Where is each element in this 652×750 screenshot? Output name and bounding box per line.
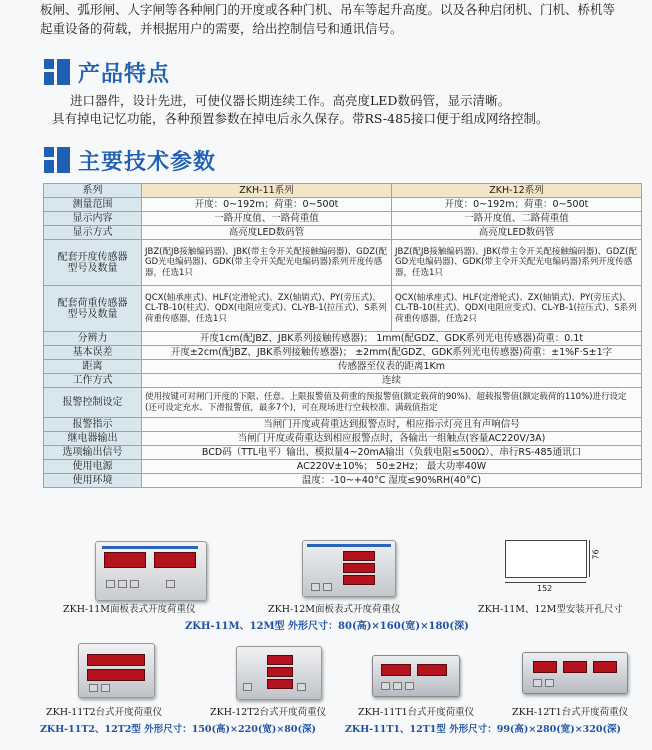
content-key: 显示内容 <box>44 212 142 226</box>
table-row <box>44 446 642 460</box>
mode-zkh11: 高亮度LED数码管 <box>142 226 392 240</box>
error-value: 开度±2cm(配JBZ、JBK系列接触传感器)； ±2mm(配GDZ、GDK系列光电传感器)荷重：±1%F·S±1字 <box>142 346 642 360</box>
resolution-value: 开度1cm(配JBZ、JBK系列接触传感器)； 1mm(配GDZ、GDK系列光电传感器)荷重：0.1t <box>142 332 642 346</box>
work-key: 工作方式 <box>44 374 142 388</box>
error-key: 基本误差 <box>44 346 142 360</box>
dim-t1-series: ZKH-11T1、12T1型 外形尺寸：99(高)×280(宽)×320(深) <box>345 724 621 735</box>
hole-height-label: 76 <box>591 549 601 560</box>
work-value: 连续 <box>142 374 642 388</box>
zkh-12t1-device-image <box>522 652 628 694</box>
caption-zkh-11t1: ZKH-11T1台式开度荷重仪 <box>358 707 475 718</box>
alarm-ctrl-key: 报警控制设定 <box>44 388 142 418</box>
zkh-11m-device-image <box>95 541 207 601</box>
table-row <box>44 460 642 474</box>
spec-table <box>43 183 642 488</box>
section-logo-icon <box>44 147 70 173</box>
dim-m-series: ZKH-11M、12M型 外形尺寸：80(高)×160(宽)×180(深) <box>185 621 469 632</box>
features-line-2: 具有掉电记忆功能，各种预置参数在掉电后永久保存。带RS-485接口便于组成网络控制。 <box>52 111 549 126</box>
table-row <box>44 388 642 418</box>
caption-hole: ZKH-11M、12M型安装开孔尺寸 <box>478 604 623 615</box>
alarm-ind-key: 报警指示 <box>44 418 142 432</box>
content-zkh12: 一路开度值、二路荷重值 <box>392 212 642 226</box>
load-sensor-key-2: 型号及数量 <box>67 308 118 320</box>
range-key: 测量范围 <box>44 198 142 212</box>
features-title: 产品特点 <box>78 61 171 87</box>
table-row <box>44 360 642 374</box>
params-heading <box>44 146 216 174</box>
open-sensor-zkh11: JBZ(配JB接触编码器)、JBK(带主令开关配接触编码器)、GDZ(配GD光电编码器)、GDK(带主令开关配光电编码器)系列开度传感器，任选1只 <box>142 240 392 286</box>
distance-key: 距离 <box>44 360 142 374</box>
table-row <box>44 198 642 212</box>
caption-zkh-12t1: ZKH-12T1台式开度荷重仪 <box>512 707 629 718</box>
range-zkh12: 开度：0~192m；荷重：0~500t <box>392 198 642 212</box>
table-row <box>44 332 642 346</box>
relay-key: 继电器输出 <box>44 432 142 446</box>
table-row <box>44 474 642 488</box>
intro-text <box>40 0 645 38</box>
alarm-ind-value: 当闸门开度或荷重达到报警点时，相应指示灯亮且有声响信号 <box>142 418 642 432</box>
hole-width-label: 152 <box>537 584 553 593</box>
caption-zkh-12t2: ZKH-12T2台式开度荷重仪 <box>210 707 327 718</box>
features-text <box>52 92 630 128</box>
intro-line-2: 起重设备的荷载，并根据用户的需要，给出控制信号和通讯信号。 <box>40 21 403 36</box>
table-row <box>44 240 642 286</box>
header-zkh12: ZKH-12系列 <box>392 184 642 198</box>
open-sensor-key-2: 型号及数量 <box>67 262 118 274</box>
zkh-12t2-device-image <box>236 646 322 700</box>
zkh-12m-device-image <box>302 540 396 597</box>
load-sensor-zkh11: QCX(轴承座式)、HLF(定滑轮式)、ZX(轴销式)、PY(旁压式)、CL-TB-10(柱式)、QDX(电阻应变式)、CL-YB-1(拉压式)、S系列荷重传感器，任选1只 <box>142 286 392 332</box>
power-value: AC220V±10%； 50±2Hz； 最大功率40W <box>142 460 642 474</box>
table-row <box>44 286 642 332</box>
open-sensor-key-1: 配套开度传感器 <box>57 251 128 263</box>
env-value: 温度：-10~+40°C 湿度≤90%RH(40°C) <box>142 474 642 488</box>
power-key: 使用电源 <box>44 460 142 474</box>
distance-value: 传感器至仪表的距离1Km <box>142 360 642 374</box>
features-line-1: 进口器件，设计先进，可使仪器长期连续工作。高亮度LED数码管，显示清晰。 <box>70 93 510 108</box>
caption-zkh-12m: ZKH-12M面板表式开度荷重仪 <box>268 604 401 615</box>
table-row <box>44 374 642 388</box>
dim-t2-series: ZKH-11T2、12T2型 外形尺寸：150(高)×220(宽)×80(深) <box>40 724 316 735</box>
table-row <box>44 418 642 432</box>
option-value: BCD码（TTL电平）输出、模拟量4~20mA输出（负载电阻≤500Ω）、串行RS-485通讯口 <box>142 446 642 460</box>
table-row <box>44 346 642 360</box>
mounting-hole-diagram <box>493 538 603 598</box>
content-zkh11: 一路开度值、一路荷重值 <box>142 212 392 226</box>
load-sensor-key <box>44 286 142 332</box>
load-sensor-zkh12: QCX(轴承座式)、HLF(定滑轮式)、ZX(轴销式)、PY(旁压式)、CL-TB-10(柱式)、QDX(电阻应变式)、CL-YB-1(拉压式)、S系列荷重传感器，任选2只 <box>392 286 642 332</box>
features-heading <box>44 58 170 86</box>
table-row <box>44 226 642 240</box>
table-row <box>44 212 642 226</box>
header-key: 系列 <box>44 184 142 198</box>
caption-zkh-11m: ZKH-11M面板表式开度荷重仪 <box>63 604 196 615</box>
params-title: 主要技术参数 <box>78 149 217 175</box>
load-sensor-key-1: 配套荷重传感器 <box>57 297 128 309</box>
caption-zkh-11t2: ZKH-11T2台式开度荷重仪 <box>46 707 163 718</box>
open-sensor-zkh12: JBZ(配JB接触编码器)、JBK(带主令开关配接触编码器)、GDZ(配GD光电编码器)、GDK(带主令开关配光电编码器)系列开度传感器，任选1只 <box>392 240 642 286</box>
alarm-ctrl-value: 使用按键可对闸门开度的下限、任意、上限报警值及荷重的预报警值(额定载荷的90%)、超载报警值(额定载荷的110%)进行设定(还可设定充水、下滑报警值，最多7个)，可在现场进行空载校准、满载值指定 <box>142 388 642 418</box>
table-row <box>44 432 642 446</box>
relay-value: 当闸门开度或荷重达到相应报警点时，各输出一组触点(容量AC220V/3A) <box>142 432 642 446</box>
mode-key: 显示方式 <box>44 226 142 240</box>
range-zkh11: 开度：0~192m；荷重：0~500t <box>142 198 392 212</box>
header-zkh11: ZKH-11系列 <box>142 184 392 198</box>
zkh-11t1-device-image <box>372 655 460 697</box>
open-sensor-key <box>44 240 142 286</box>
table-row <box>44 184 642 198</box>
zkh-11t2-device-image <box>78 643 155 698</box>
section-logo-icon <box>44 59 70 85</box>
option-key: 选项输出信号 <box>44 446 142 460</box>
resolution-key: 分辨力 <box>44 332 142 346</box>
env-key: 使用环境 <box>44 474 142 488</box>
mode-zkh12: 高亮度LED数码管 <box>392 226 642 240</box>
intro-line-1: 板闸、弧形闸、人字闸等各种闸门的开度或各种门机、吊车等起升高度。以及各种启闭机、门机、桥机等 <box>40 2 616 17</box>
